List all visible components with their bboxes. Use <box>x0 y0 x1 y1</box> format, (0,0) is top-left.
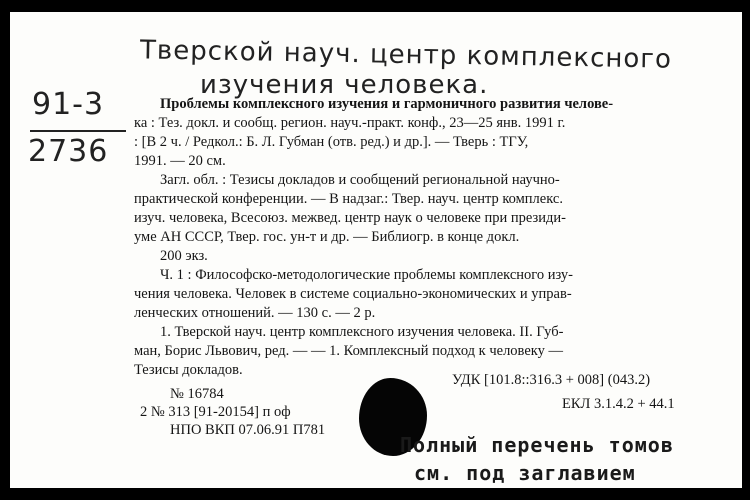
record-note-line2: практической конференции. — В надзаг.: Твер. науч. центр комплекс. <box>134 191 563 207</box>
record-part-line3: ленческих отношений. — 130 с. — 2 р. <box>134 305 376 321</box>
record-title-line3: : [В 2 ч. / Редкол.: Б. Л. Губман (отв. ред.) и др.]. — Тверь : ТГУ, <box>134 134 529 150</box>
npo-line: НПО ВКП 07.06.91 П781 <box>170 422 326 438</box>
stamp-line1: Полный перечень томов <box>400 433 674 457</box>
record-tracing-line2: ман, Борис Львович, ред. — — 1. Комплексный подход к человеку — <box>134 343 563 359</box>
handwritten-heading-line1: Тверской науч. центр комплексного <box>139 35 673 75</box>
shelf-mark-divider <box>30 130 126 132</box>
record-note-line1: Загл. обл. : Тезисы докладов и сообщений региональной научно- <box>160 172 560 188</box>
record-tracing-line3: Тезисы докладов. <box>134 362 243 378</box>
handwritten-heading-line2: изучения человека. <box>200 70 489 100</box>
record-title-line2: ка : Тез. докл. и сообщ. регион. науч.-практ. конф., 23—25 янв. 1991 г. <box>134 115 566 131</box>
record-tracing-line1: 1. Тверской науч. центр комплексного изучения человека. II. Губ- <box>160 324 564 340</box>
record-note-line4: уме АН СССР, Твер. гос. ун-т и др. — Библиогр. в конце докл. <box>134 229 520 245</box>
udk-code: УДК [101.8::316.3 + 008] (043.2) <box>452 372 651 388</box>
record-part-line1: Ч. 1 : Философско-методологические проблемы комплексного изу- <box>160 267 574 283</box>
record-copies: 200 экз. <box>160 248 208 264</box>
record-note-line3: изуч. человека, Всесоюз. межвед. центр наук о человеке при президи- <box>134 210 566 226</box>
registry-number: 2 № 313 [91-20154] п оф <box>140 404 291 420</box>
record-title-line4: 1991. — 20 см. <box>134 153 226 169</box>
shelf-mark-bottom: 2736 <box>28 134 109 169</box>
record-title: Проблемы комплексного изучения и гармоничного развития челове- <box>160 96 614 112</box>
shelf-mark-top: 91-3 <box>32 87 105 122</box>
stamp-line2: см. под заглавием <box>414 461 636 485</box>
ekl-code: ЕКЛ 3.1.4.2 + 44.1 <box>562 396 675 412</box>
record-number: № 16784 <box>170 386 224 402</box>
record-part-line2: чения человека. Человек в системе социально-экономических и управ- <box>134 286 572 302</box>
catalog-card <box>10 12 742 488</box>
